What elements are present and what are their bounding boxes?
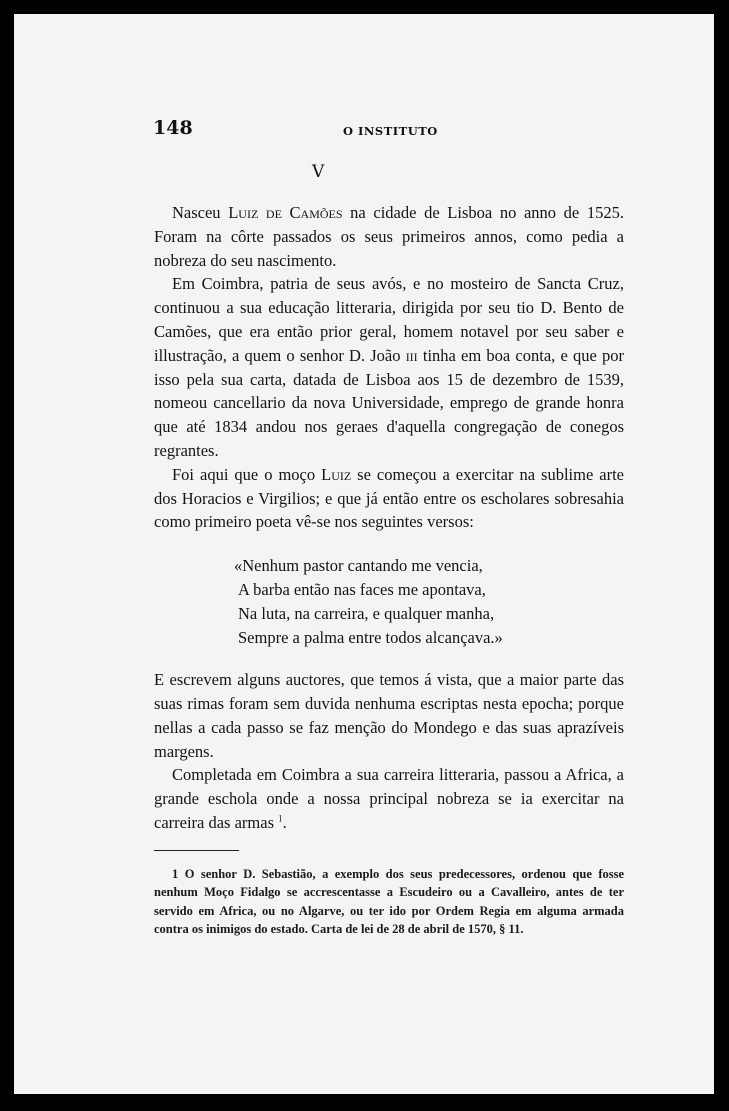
paragraph-4: E escrevem alguns auctores, que temos á vista, que a maior parte das suas rimas foram sem duvida nenhuma escriptas nesta epocha; porque nellas a cada passo se faz menção do Mondego e das suas aprazíveis margens.: [154, 670, 624, 761]
paragraph-3-prefix: Foi aqui que o moço: [172, 464, 322, 484]
paragraph-1: [154, 201, 624, 272]
document-page: [14, 14, 714, 1094]
paragraph-1-prefix: Nasceu: [172, 203, 229, 222]
king-ordinal: iii: [405, 345, 418, 365]
poem-line: Sempre a palma entre todos alcançava.»: [238, 628, 503, 648]
paragraph-2: [154, 272, 624, 462]
paragraph-1-suffix: na cidade de Lisboa no anno de 1525. Foram na côrte passados os seus primeiros annos, como pedia a nobreza do seu nascimento.: [154, 203, 624, 270]
body-text: [154, 201, 624, 939]
poem-line: A barba então nas faces me apontava,: [238, 580, 486, 600]
luiz-small-caps: Luiz: [321, 464, 352, 484]
paragraph-3-suffix: se começou a exercitar na sublime arte dos Horacios e Virgilios; e que já então entre os escholares sobresahia como primeiro poeta vê-se nos seguintes versos:: [154, 464, 624, 532]
author-name-small-caps: Luiz de Camões: [228, 203, 343, 222]
footnote: [154, 865, 624, 939]
chapter-number: V: [312, 162, 325, 182]
running-title: O INSTITUTO: [343, 124, 438, 138]
poem-line: Na luta, na carreira, e qualquer manha,: [238, 604, 495, 624]
poem-stanza: [234, 554, 624, 650]
page-number: 148: [153, 117, 193, 139]
paragraph-2-prefix: Em Coimbra, patria de seus avós, e no mosteiro de Sancta Cruz, continuou a sua educação litteraria, dirigida por seu tio D. Bento de Camões, que era então prior geral, homem notavel por seu saber e illustração, a quem o senhor D. João: [154, 274, 624, 365]
paragraph-5: [154, 763, 624, 834]
paragraph-2-suffix: tinha em boa conta, e que por isso pela sua carta, datada de Lisboa aos 15 de dezembro de 1539, nomeou cancellario da nova Universidade, emprego de grande honra que até 1834 andou nos geraes d'aquella congregação de conegos regrantes.: [154, 345, 624, 460]
poem-line: «Nenhum pastor cantando me vencia,: [234, 556, 483, 576]
footnote-text: O senhor D. Sebastião, a exemplo dos seus predecessores, ordenou que fosse nenhum Moço Fidalgo se accrescentasse a Escudeiro ou a Cavalleiro, antes de ter servido em Africa, ou no Algarve, ou ter ido por Ordem Regia em alguma armada contra os inimigos do estado. Carta de lei de 28 de abril de 1570, § 11.: [154, 866, 625, 937]
paragraph-3: [154, 463, 624, 534]
footnote-reference[interactable]: 1: [278, 813, 283, 824]
paragraph-5-text: Completada em Coimbra a sua carreira litteraria, passou a Africa, a grande eschola onde a nossa principal nobreza se ia exercitar na carreira das armas: [154, 765, 624, 832]
running-head: [153, 117, 625, 147]
footnote-divider: [154, 850, 239, 851]
footnote-mark: 1: [172, 866, 179, 881]
paragraph-5-end: .: [282, 812, 287, 832]
